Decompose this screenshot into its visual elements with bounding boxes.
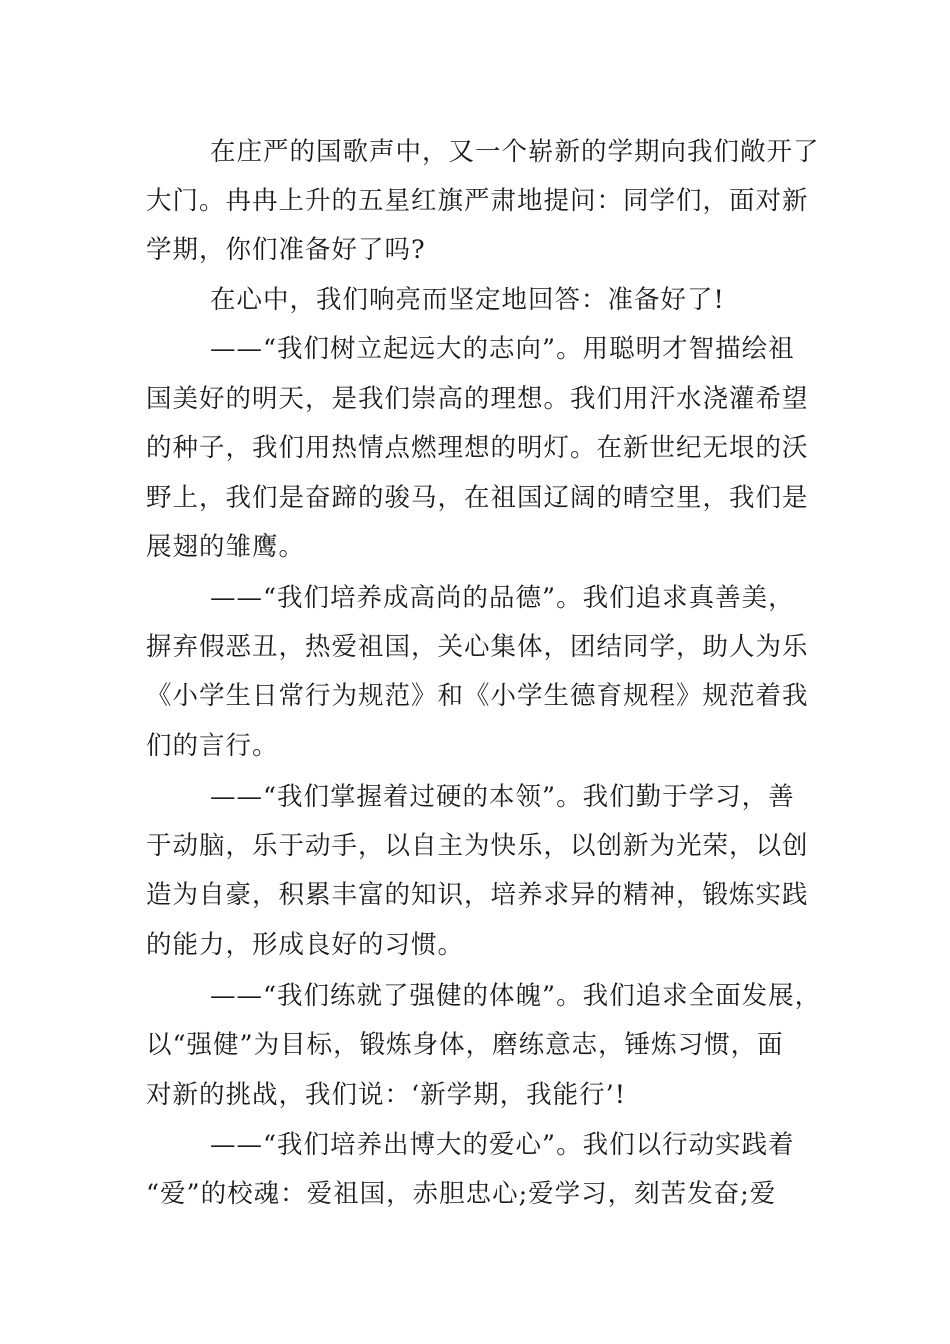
text-line: 的能力，形成良好的习惯。 <box>146 930 465 960</box>
text-line: ——“我们培养出博大的爱心”。我们以行动实践着 <box>210 1130 795 1160</box>
text-line: ——“我们树立起远大的志向”。用聪明才智描绘祖 <box>210 334 795 364</box>
text-line: 在心中，我们响亮而坚定地回答：准备好了! <box>210 285 725 315</box>
text-line: ——“我们练就了强健的体魄”。我们追求全面发展， <box>210 981 822 1011</box>
text-line: 国美好的明天，是我们崇高的理想。我们用汗水浇灌希望 <box>146 384 809 414</box>
text-line: 造为自豪，积累丰富的知识，培养求异的精神，锻炼实践 <box>146 880 809 910</box>
text-line: 摒弃假恶丑，热爱祖国，关心集体，团结同学，助人为乐 <box>146 632 809 662</box>
text-line: 的种子，我们用热情点燃理想的明灯。在新世纪无垠的沃 <box>146 433 809 463</box>
text-line: “爱”的校魂：爱祖国，赤胆忠心;爱学习，刻苦发奋;爱 <box>146 1179 777 1209</box>
text-line: ——“我们培养成高尚的品德”。我们追求真善美， <box>210 583 795 613</box>
text-line: ——“我们掌握着过硬的本领”。我们勤于学习，善 <box>210 782 795 812</box>
text-line: 《小学生日常行为规范》和《小学生德育规程》规范着我 <box>146 681 809 711</box>
text-line: 学期，你们准备好了吗? <box>146 235 426 265</box>
text-line: 展翅的雏鹰。 <box>146 532 306 562</box>
text-line: 以“强健”为目标，锻炼身体，磨练意志，锤炼习惯，面 <box>146 1030 784 1060</box>
text-line: 在庄严的国歌声中，又一个崭新的学期向我们敞开了 <box>210 137 820 167</box>
text-line: 野上，我们是奋蹄的骏马，在祖国辽阔的晴空里，我们是 <box>146 483 809 513</box>
text-line: 大门。冉冉上升的五星红旗严肃地提问：同学们，面对新 <box>146 186 809 216</box>
text-line: 对新的挑战，我们说：‘新学期，我能行’! <box>146 1080 626 1110</box>
text-line: 于动脑，乐于动手，以自主为快乐，以创新为光荣，以创 <box>146 831 809 861</box>
text-line: 们的言行。 <box>146 731 279 761</box>
